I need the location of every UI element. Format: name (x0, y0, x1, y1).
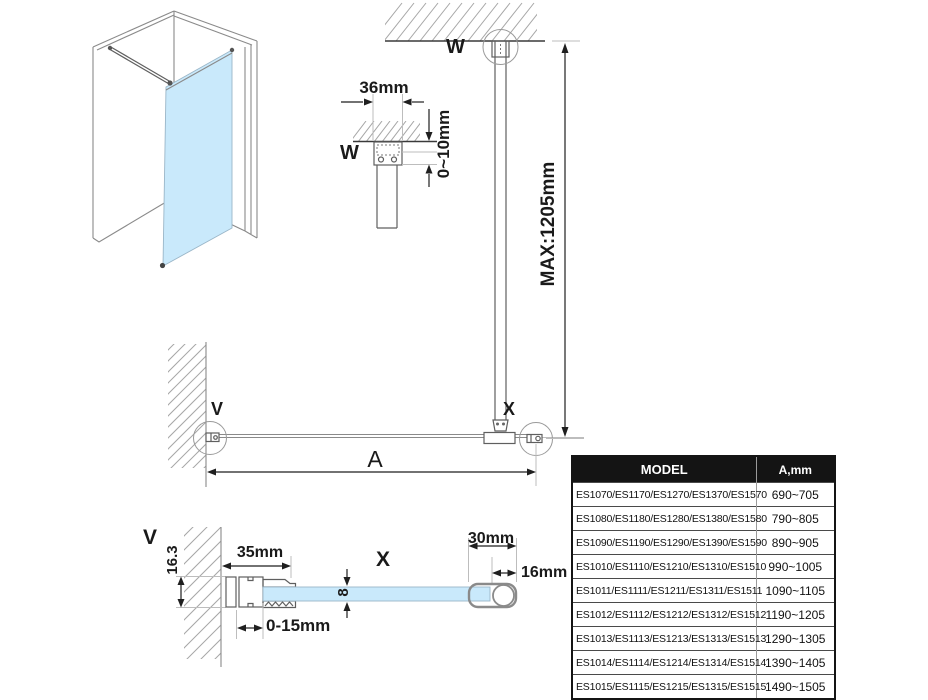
bottom-pin-3d (160, 263, 165, 268)
table-row (572, 483, 835, 507)
ceiling-hatch (372, 3, 558, 41)
plan-v-label: V (211, 399, 224, 419)
dim-36mm (341, 94, 424, 140)
glass-strip (263, 587, 490, 601)
top-pin-3d (230, 48, 234, 52)
table-row (572, 531, 835, 555)
column-header-amm: A,mm (756, 456, 835, 483)
dim-35mm-label: 35mm (236, 544, 284, 561)
table-row (572, 603, 835, 627)
ceiling-detail-w-label: W (340, 142, 359, 164)
column-header-model: MODEL (572, 456, 756, 483)
model-cell: ES1070/ES1170/ES1270/ES1370/ES1570 (572, 483, 756, 507)
model-cell: ES1090/ES1190/ES1290/ES1390/ES1590 (572, 531, 756, 555)
table-row (572, 651, 835, 675)
plan-view (162, 310, 584, 510)
amm-cell: 1490~1505 (756, 675, 835, 700)
table-row (572, 675, 835, 700)
dim-0-10mm (402, 109, 437, 187)
dim-max-height (562, 43, 569, 437)
bar-bottom-connector (493, 420, 508, 431)
max-height-label: MAX:1205mm (538, 161, 559, 287)
amm-cell: 990~1005 (756, 555, 835, 579)
model-table (571, 455, 836, 700)
model-cell: ES1010/ES1110/ES1210/ES1310/ES1510 (572, 555, 756, 579)
wall-hatch-detail (178, 496, 224, 696)
dim-0-10mm-label: 0~10mm (434, 109, 453, 179)
model-cell: ES1012/ES1112/ES1212/ES1312/ES1512 (572, 603, 756, 627)
vertical-support-bar (492, 41, 509, 420)
support-bar-3d (108, 46, 173, 86)
end-bracket-plan (527, 435, 542, 443)
amm-cell: 1090~1105 (756, 579, 835, 603)
model-cell: ES1015/ES1115/ES1215/ES1315/ES1515 (572, 675, 756, 700)
end-profile-bar-circle (493, 585, 514, 606)
w-callout-circle (483, 30, 518, 65)
dim-0-15mm (237, 603, 264, 639)
wall-bracket-plan (206, 433, 219, 442)
dim-0-15mm-label: 0-15mm (266, 616, 331, 635)
model-cell: ES1011/ES1111/ES1211/ES1311/ES1511 (572, 579, 756, 603)
detail-v-label: V (143, 526, 158, 549)
table-row (572, 627, 835, 651)
bar-clamp-plan (484, 433, 515, 444)
ceiling-hatch-detail (350, 121, 430, 142)
dim-36mm-label: 36mm (359, 78, 409, 97)
dim-16mm-label: 16mm (521, 564, 568, 581)
table-header-row (572, 456, 835, 483)
dim-16mm (492, 557, 517, 585)
glass-thickness-8-label: 8 (335, 588, 352, 597)
elevation-w-label: W (446, 36, 465, 58)
model-cell: ES1013/ES1113/ES1213/ES1313/ES1513 (572, 627, 756, 651)
amm-cell: 790~805 (756, 507, 835, 531)
amm-cell: 1290~1305 (756, 627, 835, 651)
table-row (572, 555, 835, 579)
amm-cell: 1390~1405 (756, 651, 835, 675)
plan-x-label: X (503, 399, 516, 419)
dim-16-3-label: 16.3 (164, 545, 181, 575)
amm-cell: 690~705 (756, 483, 835, 507)
dim-30mm-label: 30mm (467, 530, 515, 547)
table-row (572, 507, 835, 531)
model-cell: ES1014/ES1114/ES1214/ES1314/ES1514 (572, 651, 756, 675)
glass-panel-3d (163, 50, 232, 266)
detail-x-label: X (376, 548, 391, 571)
glass-section (263, 584, 516, 607)
model-cell: ES1080/ES1180/ES1280/ES1380/ES1580 (572, 507, 756, 531)
isometric-view (93, 11, 257, 268)
dim-a-label: A (367, 446, 383, 472)
table-row (572, 579, 835, 603)
ceiling-bracket (374, 142, 402, 228)
wall-hatch-plan (162, 310, 208, 510)
amm-cell: 1190~1205 (756, 603, 835, 627)
amm-cell: 890~905 (756, 531, 835, 555)
